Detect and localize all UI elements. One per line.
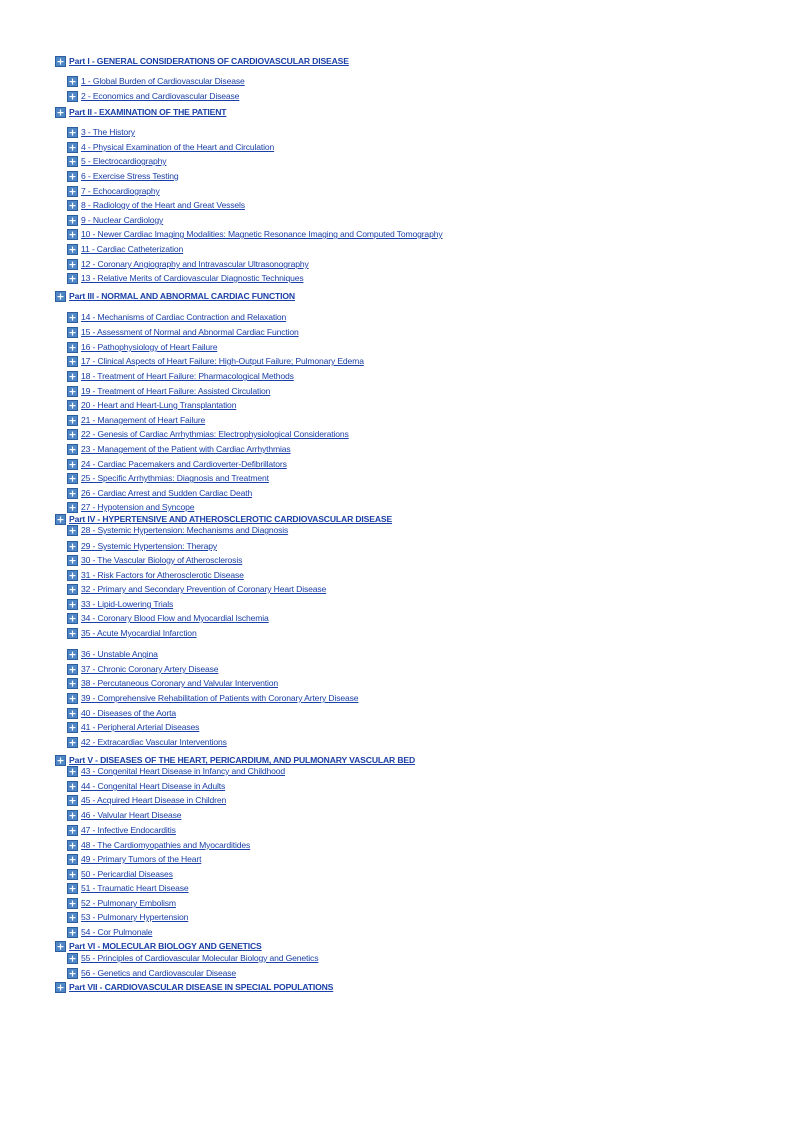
part-link[interactable]: Part V - DISEASES OF THE HEART, PERICARDIUM, AND PULMONARY VASCULAR BED bbox=[69, 755, 416, 765]
toc-chapter-entry bbox=[67, 677, 278, 689]
toc-chapter-entry bbox=[67, 736, 227, 748]
chapter-link[interactable]: 20 - Heart and Heart-Lung Transplantation bbox=[81, 400, 237, 410]
toc-part-entry bbox=[55, 940, 262, 952]
toc-chapter-entry bbox=[67, 341, 217, 353]
expand-plus-icon[interactable] bbox=[67, 400, 78, 411]
chapter-link[interactable]: 43 - Congenital Heart Disease in Infancy and Childhood bbox=[81, 766, 286, 776]
toc-chapter-entry bbox=[67, 199, 245, 211]
chapter-link[interactable]: 34 - Coronary Blood Flow and Myocardial Ischemia bbox=[81, 613, 269, 623]
chapter-link[interactable]: 46 - Valvular Heart Disease bbox=[81, 810, 182, 820]
chapter-link[interactable]: 47 - Infective Endocarditis bbox=[81, 825, 176, 835]
expand-plus-icon[interactable] bbox=[67, 854, 78, 865]
chapter-link[interactable]: 51 - Traumatic Heart Disease bbox=[81, 883, 189, 893]
toc-chapter-entry bbox=[67, 967, 236, 979]
expand-plus-icon[interactable] bbox=[67, 840, 78, 851]
toc-chapter-entry bbox=[67, 155, 166, 167]
toc-chapter-entry bbox=[67, 612, 269, 624]
toc-chapter-entry bbox=[67, 868, 173, 880]
chapter-link[interactable]: 3 - The History bbox=[81, 127, 135, 137]
toc-chapter-entry bbox=[67, 897, 176, 909]
chapter-link[interactable]: 13 - Relative Merits of Cardiovascular Diagnostic Techniques bbox=[81, 273, 304, 283]
toc-chapter-entry bbox=[67, 170, 179, 182]
chapter-link[interactable]: 36 - Unstable Angina bbox=[81, 649, 158, 659]
toc-chapter-entry bbox=[67, 487, 252, 499]
toc-part-entry bbox=[55, 55, 349, 67]
toc-chapter-entry bbox=[67, 554, 242, 566]
expand-plus-icon[interactable] bbox=[67, 244, 78, 255]
expand-plus-icon[interactable] bbox=[67, 127, 78, 138]
expand-plus-icon[interactable] bbox=[67, 708, 78, 719]
chapter-link[interactable]: 19 - Treatment of Heart Failure: Assisted Circulation bbox=[81, 386, 271, 396]
expand-plus-icon[interactable] bbox=[67, 766, 78, 777]
expand-plus-icon[interactable] bbox=[67, 678, 78, 689]
chapter-link[interactable]: 22 - Genesis of Cardiac Arrhythmias: Electrophysiological Considerations bbox=[81, 429, 349, 439]
expand-plus-icon[interactable] bbox=[67, 825, 78, 836]
part-link[interactable]: Part VI - MOLECULAR BIOLOGY AND GENETICS bbox=[69, 941, 262, 951]
toc-chapter-entry bbox=[67, 540, 217, 552]
expand-plus-icon[interactable] bbox=[55, 755, 66, 766]
expand-plus-icon[interactable] bbox=[67, 584, 78, 595]
expand-plus-icon[interactable] bbox=[67, 912, 78, 923]
expand-plus-icon[interactable] bbox=[67, 76, 78, 87]
chapter-link[interactable]: 10 - Newer Cardiac Imaging Modalities: Magnetic Resonance Imaging and Computed Tomography bbox=[81, 229, 443, 239]
chapter-link[interactable]: 40 - Diseases of the Aorta bbox=[81, 708, 176, 718]
expand-plus-icon[interactable] bbox=[67, 555, 78, 566]
chapter-link[interactable]: 48 - The Cardiomyopathies and Myocarditides bbox=[81, 840, 251, 850]
expand-plus-icon[interactable] bbox=[67, 444, 78, 455]
chapter-link[interactable]: 7 - Echocardiography bbox=[81, 186, 160, 196]
part-link[interactable]: Part I - GENERAL CONSIDERATIONS OF CARDIOVASCULAR DISEASE bbox=[69, 56, 349, 66]
chapter-link[interactable]: 33 - Lipid-Lowering Trials bbox=[81, 599, 174, 609]
toc-chapter-entry bbox=[67, 853, 201, 865]
chapter-link[interactable]: 15 - Assessment of Normal and Abnormal Cardiac Function bbox=[81, 327, 299, 337]
chapter-link[interactable]: 17 - Clinical Aspects of Heart Failure: High-Output Failure; Pulmonary Edema bbox=[81, 356, 364, 366]
chapter-link[interactable]: 56 - Genetics and Cardiovascular Disease bbox=[81, 968, 236, 978]
toc-chapter-entry bbox=[67, 443, 291, 455]
toc-chapter-entry bbox=[67, 648, 158, 660]
expand-plus-icon[interactable] bbox=[67, 810, 78, 821]
expand-plus-icon[interactable] bbox=[67, 459, 78, 470]
chapter-link[interactable]: 12 - Coronary Angiography and Intravascular Ultrasonography bbox=[81, 259, 309, 269]
expand-plus-icon[interactable] bbox=[67, 628, 78, 639]
chapter-link[interactable]: 52 - Pulmonary Embolism bbox=[81, 898, 176, 908]
expand-plus-icon[interactable] bbox=[67, 200, 78, 211]
toc-chapter-entry bbox=[67, 707, 176, 719]
toc-chapter-entry bbox=[67, 75, 245, 87]
expand-plus-icon[interactable] bbox=[67, 599, 78, 610]
expand-plus-icon[interactable] bbox=[67, 342, 78, 353]
toc-chapter-entry bbox=[67, 228, 442, 240]
chapter-link[interactable]: 49 - Primary Tumors of the Heart bbox=[81, 854, 202, 864]
toc-chapter-entry bbox=[67, 721, 199, 733]
chapter-link[interactable]: 14 - Mechanisms of Cardiac Contraction and Relaxation bbox=[81, 312, 287, 322]
toc-chapter-entry bbox=[67, 355, 364, 367]
toc-chapter-entry bbox=[67, 272, 304, 284]
chapter-link[interactable]: 9 - Nuclear Cardiology bbox=[81, 215, 164, 225]
expand-plus-icon[interactable] bbox=[67, 693, 78, 704]
chapter-link[interactable]: 5 - Electrocardiography bbox=[81, 156, 167, 166]
chapter-link[interactable]: 27 - Hypotension and Syncope bbox=[81, 502, 195, 512]
expand-plus-icon[interactable] bbox=[67, 570, 78, 581]
expand-plus-icon[interactable] bbox=[55, 982, 66, 993]
toc-chapter-entry bbox=[67, 126, 135, 138]
expand-plus-icon[interactable] bbox=[67, 386, 78, 397]
expand-plus-icon[interactable] bbox=[67, 722, 78, 733]
chapter-link[interactable]: 30 - The Vascular Biology of Atherosclerosis bbox=[81, 555, 243, 565]
chapter-link[interactable]: 32 - Primary and Secondary Prevention of Coronary Heart Disease bbox=[81, 584, 327, 594]
toc-chapter-entry bbox=[67, 598, 173, 610]
toc-chapter-entry bbox=[67, 428, 349, 440]
expand-plus-icon[interactable] bbox=[67, 968, 78, 979]
expand-plus-icon[interactable] bbox=[67, 142, 78, 153]
toc-chapter-entry bbox=[67, 214, 163, 226]
expand-plus-icon[interactable] bbox=[67, 371, 78, 382]
toc-part-entry bbox=[55, 106, 226, 118]
toc-chapter-entry bbox=[67, 311, 286, 323]
expand-plus-icon[interactable] bbox=[55, 291, 66, 302]
chapter-link[interactable]: 29 - Systemic Hypertension: Therapy bbox=[81, 541, 217, 551]
chapter-link[interactable]: 25 - Specific Arrhythmias: Diagnosis and Treatment bbox=[81, 473, 269, 483]
toc-chapter-entry bbox=[67, 765, 285, 777]
toc-chapter-entry bbox=[67, 926, 152, 938]
part-link[interactable]: Part III - NORMAL AND ABNORMAL CARDIAC FUNCTION bbox=[69, 291, 295, 301]
expand-plus-icon[interactable] bbox=[67, 327, 78, 338]
toc-chapter-entry bbox=[67, 794, 226, 806]
chapter-link[interactable]: 1 - Global Burden of Cardiovascular Disease bbox=[81, 76, 245, 86]
toc-chapter-entry bbox=[67, 780, 225, 792]
expand-plus-icon[interactable] bbox=[67, 737, 78, 748]
toc-chapter-entry bbox=[67, 809, 181, 821]
expand-plus-icon[interactable] bbox=[67, 259, 78, 270]
chapter-link[interactable]: 41 - Peripheral Arterial Diseases bbox=[81, 722, 200, 732]
expand-plus-icon[interactable] bbox=[55, 107, 66, 118]
chapter-link[interactable]: 6 - Exercise Stress Testing bbox=[81, 171, 179, 181]
expand-plus-icon[interactable] bbox=[67, 613, 78, 624]
expand-plus-icon[interactable] bbox=[67, 473, 78, 484]
toc-chapter-entry bbox=[67, 952, 318, 964]
expand-plus-icon[interactable] bbox=[67, 171, 78, 182]
toc-chapter-entry bbox=[67, 414, 205, 426]
toc-chapter-entry bbox=[67, 501, 194, 513]
chapter-link[interactable]: 23 - Management of the Patient with Cardiac Arrhythmias bbox=[81, 444, 291, 454]
chapter-link[interactable]: 54 - Cor Pulmonale bbox=[81, 927, 153, 937]
chapter-link[interactable]: 11 - Cardiac Catheterization bbox=[81, 244, 184, 254]
expand-plus-icon[interactable] bbox=[67, 429, 78, 440]
toc-chapter-entry bbox=[67, 141, 274, 153]
chapter-link[interactable]: 31 - Risk Factors for Atherosclerotic Disease bbox=[81, 570, 244, 580]
toc-chapter-entry bbox=[67, 569, 244, 581]
chapter-link[interactable]: 38 - Percutaneous Coronary and Valvular Intervention bbox=[81, 678, 278, 688]
expand-plus-icon[interactable] bbox=[67, 541, 78, 552]
part-link[interactable]: Part IV - HYPERTENSIVE AND ATHEROSCLEROTIC CARDIOVASCULAR DISEASE bbox=[69, 514, 393, 524]
expand-plus-icon[interactable] bbox=[67, 156, 78, 167]
toc-chapter-entry bbox=[67, 583, 326, 595]
toc-chapter-entry bbox=[67, 839, 250, 851]
expand-plus-icon[interactable] bbox=[55, 514, 66, 525]
part-link[interactable]: Part II - EXAMINATION OF THE PATIENT bbox=[69, 107, 227, 117]
toc-chapter-entry bbox=[67, 524, 288, 536]
expand-plus-icon[interactable] bbox=[67, 525, 78, 536]
toc-chapter-entry bbox=[67, 627, 197, 639]
toc-part-entry bbox=[55, 981, 333, 993]
toc-chapter-entry bbox=[67, 385, 270, 397]
expand-plus-icon[interactable] bbox=[67, 273, 78, 284]
chapter-link[interactable]: 55 - Principles of Cardiovascular Molecular Biology and Genetics bbox=[81, 953, 319, 963]
toc-chapter-entry bbox=[67, 370, 294, 382]
expand-plus-icon[interactable] bbox=[67, 415, 78, 426]
toc-chapter-entry bbox=[67, 258, 309, 270]
chapter-link[interactable]: 39 - Comprehensive Rehabilitation of Patients with Coronary Artery Disease bbox=[81, 693, 359, 703]
toc-chapter-entry bbox=[67, 882, 189, 894]
expand-plus-icon[interactable] bbox=[67, 502, 78, 513]
expand-plus-icon[interactable] bbox=[67, 927, 78, 938]
expand-plus-icon[interactable] bbox=[67, 356, 78, 367]
chapter-link[interactable]: 24 - Cardiac Pacemakers and Cardioverter-Defibrillators bbox=[81, 459, 287, 469]
toc-chapter-entry bbox=[67, 824, 176, 836]
toc-chapter-entry bbox=[67, 692, 358, 704]
expand-plus-icon[interactable] bbox=[67, 186, 78, 197]
chapter-link[interactable]: 16 - Pathophysiology of Heart Failure bbox=[81, 342, 218, 352]
chapter-link[interactable]: 42 - Extracardiac Vascular Interventions bbox=[81, 737, 227, 747]
chapter-link[interactable]: 26 - Cardiac Arrest and Sudden Cardiac Death bbox=[81, 488, 253, 498]
expand-plus-icon[interactable] bbox=[67, 229, 78, 240]
expand-plus-icon[interactable] bbox=[67, 898, 78, 909]
expand-plus-icon[interactable] bbox=[67, 664, 78, 675]
toc-chapter-entry bbox=[67, 185, 160, 197]
expand-plus-icon[interactable] bbox=[67, 91, 78, 102]
toc-chapter-entry bbox=[67, 458, 287, 470]
toc-chapter-entry bbox=[67, 472, 269, 484]
expand-plus-icon[interactable] bbox=[67, 795, 78, 806]
toc-chapter-entry bbox=[67, 326, 299, 338]
expand-plus-icon[interactable] bbox=[67, 869, 78, 880]
chapter-link[interactable]: 37 - Chronic Coronary Artery Disease bbox=[81, 664, 219, 674]
expand-plus-icon[interactable] bbox=[67, 883, 78, 894]
chapter-link[interactable]: 21 - Management of Heart Failure bbox=[81, 415, 206, 425]
chapter-link[interactable]: 45 - Acquired Heart Disease in Children bbox=[81, 795, 227, 805]
chapter-link[interactable]: 28 - Systemic Hypertension: Mechanisms and Diagnosis bbox=[81, 525, 289, 535]
chapter-link[interactable]: 44 - Congenital Heart Disease in Adults bbox=[81, 781, 226, 791]
chapter-link[interactable]: 53 - Pulmonary Hypertension bbox=[81, 912, 189, 922]
chapter-link[interactable]: 50 - Pericardial Diseases bbox=[81, 869, 173, 879]
expand-plus-icon[interactable] bbox=[55, 941, 66, 952]
expand-plus-icon[interactable] bbox=[67, 312, 78, 323]
chapter-link[interactable]: 35 - Acute Myocardial Infarction bbox=[81, 628, 197, 638]
expand-plus-icon[interactable] bbox=[67, 488, 78, 499]
toc-chapter-entry bbox=[67, 243, 183, 255]
toc-part-entry bbox=[55, 290, 295, 302]
toc-chapter-entry bbox=[67, 911, 188, 923]
expand-plus-icon[interactable] bbox=[67, 649, 78, 660]
chapter-link[interactable]: 8 - Radiology of the Heart and Great Vessels bbox=[81, 200, 245, 210]
expand-plus-icon[interactable] bbox=[67, 781, 78, 792]
toc-chapter-entry bbox=[67, 663, 218, 675]
part-link[interactable]: Part VII - CARDIOVASCULAR DISEASE IN SPECIAL POPULATIONS bbox=[69, 982, 334, 992]
chapter-link[interactable]: 4 - Physical Examination of the Heart and Circulation bbox=[81, 142, 275, 152]
toc-chapter-entry bbox=[67, 90, 239, 102]
toc-chapter-entry bbox=[67, 399, 236, 411]
expand-plus-icon[interactable] bbox=[55, 56, 66, 67]
expand-plus-icon[interactable] bbox=[67, 953, 78, 964]
expand-plus-icon[interactable] bbox=[67, 215, 78, 226]
chapter-link[interactable]: 18 - Treatment of Heart Failure: Pharmacological Methods bbox=[81, 371, 294, 381]
chapter-link[interactable]: 2 - Economics and Cardiovascular Disease bbox=[81, 91, 240, 101]
